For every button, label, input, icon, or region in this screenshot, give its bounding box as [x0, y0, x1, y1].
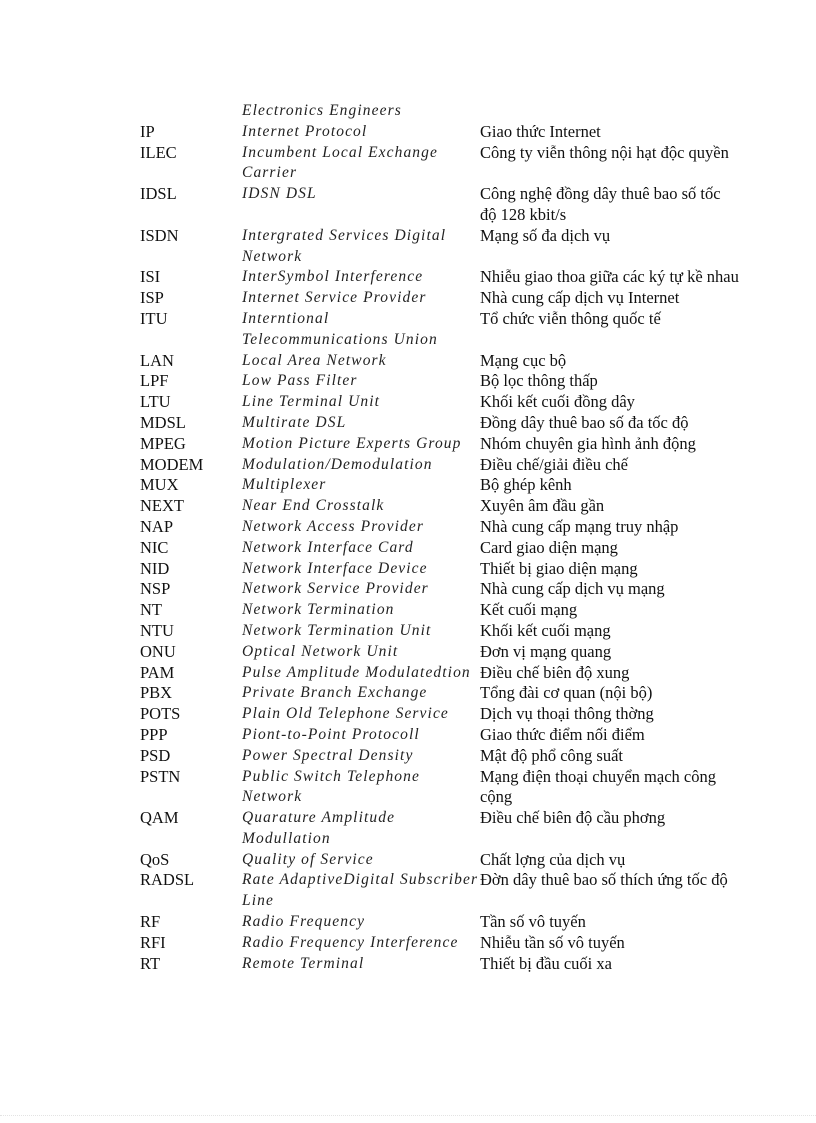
vietnamese-translation: Khối kết cuối mạng: [480, 620, 611, 640]
glossary-row: [140, 870, 780, 912]
english-term: Motion Picture Experts Group: [242, 434, 462, 452]
glossary-row: [140, 954, 780, 975]
glossary-row: [140, 101, 780, 122]
english-term: Multiplexer: [242, 476, 327, 494]
glossary-row: [140, 808, 780, 850]
vietnamese-translation: Khối kết cuối đồng dây: [480, 392, 635, 412]
abbreviation: NT: [140, 600, 162, 620]
glossary-row: [140, 767, 780, 809]
glossary-row: [140, 496, 780, 517]
vietnamese-translation: Nhóm chuyên gia hình ảnh động: [480, 433, 696, 453]
vietnamese-translation: Tổng đài cơ quan (nội bộ): [480, 683, 653, 703]
vietnamese-translation: Nhiễu tần số vô tuyến: [480, 932, 625, 952]
vietnamese-translation: Mạng điện thoại chuyển mạch công cộng: [480, 766, 716, 807]
english-term: Piont-to-Point Protocoll: [242, 725, 420, 743]
abbreviation: MDSL: [140, 412, 186, 432]
abbreviation: LTU: [140, 392, 171, 412]
vietnamese-translation: Đờn dây thuê bao số thích ứng tốc độ: [480, 870, 728, 890]
vietnamese-translation: Điều chế biên độ cầu phơng: [480, 808, 666, 828]
english-term: Network Interface Card: [242, 538, 414, 556]
vietnamese-translation: Tổ chức viễn thông quốc tế: [480, 308, 661, 328]
glossary-row: [140, 933, 780, 954]
english-term: Radio Frequency Interference: [242, 933, 459, 951]
english-term: Quarature Amplitude Modullation: [242, 809, 396, 847]
abbreviation: NSP: [140, 579, 171, 599]
vietnamese-translation: Xuyên âm đầu gần: [480, 496, 605, 516]
english-term: Rate AdaptiveDigital Subscriber Line: [242, 871, 479, 910]
glossary-row: [140, 371, 780, 392]
glossary-row: [140, 704, 780, 725]
english-term: Internet Service Provider: [242, 289, 427, 307]
english-term: Public Switch Telephone Network: [242, 767, 420, 806]
abbreviation: IP: [140, 121, 155, 141]
abbreviation: IDSL: [140, 184, 177, 204]
abbreviation: PSD: [140, 745, 171, 765]
english-term: Intergrated Services Digital Network: [242, 226, 447, 265]
english-term: Radio Frequency: [242, 913, 366, 931]
english-term: InterSymbol Interference: [242, 268, 424, 286]
english-term: Network Service Provider: [242, 580, 429, 598]
glossary-row: [140, 579, 780, 600]
abbreviation: PAM: [140, 662, 175, 682]
abbreviation: ITU: [140, 308, 168, 328]
glossary-row: [140, 392, 780, 413]
vietnamese-translation: Mật độ phổ công suất: [480, 745, 623, 765]
english-term: Power Spectral Density: [242, 746, 414, 764]
glossary-row: [140, 746, 780, 767]
glossary-row: [140, 184, 780, 226]
glossary-row: [140, 683, 780, 704]
glossary-row: [140, 559, 780, 580]
glossary-row: [140, 122, 780, 143]
abbreviation: PSTN: [140, 766, 181, 786]
glossary-row: [140, 600, 780, 621]
english-term: Remote Terminal: [242, 954, 365, 972]
vietnamese-translation: Giao thức Internet: [480, 121, 601, 141]
vietnamese-translation: Điều chế/giải điều chế: [480, 454, 628, 474]
vietnamese-translation: Tần số vô tuyến: [480, 912, 586, 932]
glossary-row: [140, 434, 780, 455]
abbreviation: QAM: [140, 808, 179, 828]
page-bottom-edge: [0, 1115, 816, 1116]
abbreviation: MPEG: [140, 433, 186, 453]
abbreviation: RT: [140, 953, 161, 973]
abbreviation: MUX: [140, 475, 179, 495]
english-term: Network Termination Unit: [242, 621, 432, 639]
abbreviation: ONU: [140, 641, 176, 661]
english-term: Multirate DSL: [242, 413, 347, 431]
vietnamese-translation: Thiết bị giao diện mạng: [480, 558, 638, 578]
english-term: Network Interface Device: [242, 559, 428, 577]
abbreviation: ILEC: [140, 142, 177, 162]
english-term: Modulation/Demodulation: [242, 455, 433, 473]
glossary-row: [140, 642, 780, 663]
english-term: Optical Network Unit: [242, 642, 399, 660]
vietnamese-translation: Điều chế biên độ xung: [480, 662, 630, 682]
vietnamese-translation: Nhà cung cấp dịch vụ Internet: [480, 288, 680, 308]
english-term: Interntional Telecommunications Union: [242, 309, 438, 348]
english-term: Private Branch Exchange: [242, 684, 428, 702]
glossary-row: [140, 309, 780, 351]
abbreviation: LPF: [140, 371, 169, 391]
vietnamese-translation: Đồng dây thuê bao số đa tốc độ: [480, 412, 689, 432]
abbreviation: PPP: [140, 724, 168, 744]
vietnamese-translation: Bộ lọc thông thấp: [480, 371, 598, 391]
english-term: Pulse Amplitude Modulatedtion: [242, 663, 471, 681]
glossary-table: [140, 101, 780, 974]
vietnamese-translation: Card giao diện mạng: [480, 537, 618, 557]
vietnamese-translation: Mạng cục bộ: [480, 350, 567, 370]
glossary-row: [140, 226, 780, 268]
glossary-row: [140, 725, 780, 746]
vietnamese-translation: Giao thức điểm nối điểm: [480, 724, 645, 744]
english-term: IDSN DSL: [242, 185, 317, 203]
english-term: Plain Old Telephone Service: [242, 705, 449, 723]
abbreviation: QoS: [140, 849, 170, 869]
vietnamese-translation: Kết cuối mạng: [480, 600, 578, 620]
abbreviation: NID: [140, 558, 170, 578]
glossary-row: [140, 850, 780, 871]
english-term: Quality of Service: [242, 850, 374, 868]
vietnamese-translation: Nhà cung cấp dịch vụ mạng: [480, 579, 665, 599]
abbreviation: PBX: [140, 683, 173, 703]
english-term: Internet Protocol: [242, 122, 368, 140]
vietnamese-translation: Đơn vị mạng quang: [480, 641, 612, 661]
abbreviation: RF: [140, 912, 161, 932]
abbreviation: MODEM: [140, 454, 204, 474]
vietnamese-translation: Công nghệ đồng dây thuê bao số tốc độ 128 kbit/s: [480, 184, 721, 224]
glossary-row: [140, 143, 780, 185]
glossary-row: [140, 288, 780, 309]
abbreviation: POTS: [140, 704, 181, 724]
glossary-row: [140, 455, 780, 476]
glossary-row: [140, 621, 780, 642]
vietnamese-translation: Nhiễu giao thoa giữa các ký tự kề nhau: [480, 267, 739, 287]
glossary-row: [140, 475, 780, 496]
glossary-row: [140, 912, 780, 933]
abbreviation: RADSL: [140, 870, 195, 890]
vietnamese-translation: Dịch vụ thoại thông thờng: [480, 704, 654, 724]
abbreviation: NAP: [140, 516, 174, 536]
english-term: Near End Crosstalk: [242, 497, 385, 515]
glossary-row: [140, 351, 780, 372]
english-term: Local Area Network: [242, 351, 387, 369]
english-term: Low Pass Filter: [242, 372, 358, 390]
abbreviation: NEXT: [140, 496, 184, 516]
abbreviation: NTU: [140, 620, 174, 640]
glossary-row: [140, 413, 780, 434]
abbreviation: NIC: [140, 537, 169, 557]
vietnamese-translation: Thiết bị đầu cuối xa: [480, 953, 612, 973]
english-term: Line Terminal Unit: [242, 393, 381, 411]
abbreviation: RFI: [140, 932, 166, 952]
english-term: Network Termination: [242, 601, 395, 619]
vietnamese-translation: Mạng số đa dịch vụ: [480, 225, 611, 245]
abbreviation: ISDN: [140, 225, 179, 245]
abbreviation: ISI: [140, 267, 161, 287]
vietnamese-translation: Chất lợng của dịch vụ: [480, 849, 626, 869]
glossary-row: [140, 538, 780, 559]
vietnamese-translation: Nhà cung cấp mạng truy nhập: [480, 516, 679, 536]
abbreviation: ISP: [140, 288, 164, 308]
english-term: Electronics Engineers: [242, 102, 402, 119]
english-term: Network Access Provider: [242, 517, 424, 535]
english-term: Incumbent Local Exchange Carrier: [242, 143, 438, 182]
glossary-row: [140, 517, 780, 538]
abbreviation: LAN: [140, 350, 174, 370]
vietnamese-translation: Bộ ghép kênh: [480, 475, 572, 495]
glossary-row: [140, 267, 780, 288]
vietnamese-translation: Công ty viễn thông nội hạt độc quyền: [480, 142, 729, 162]
glossary-row: [140, 663, 780, 684]
